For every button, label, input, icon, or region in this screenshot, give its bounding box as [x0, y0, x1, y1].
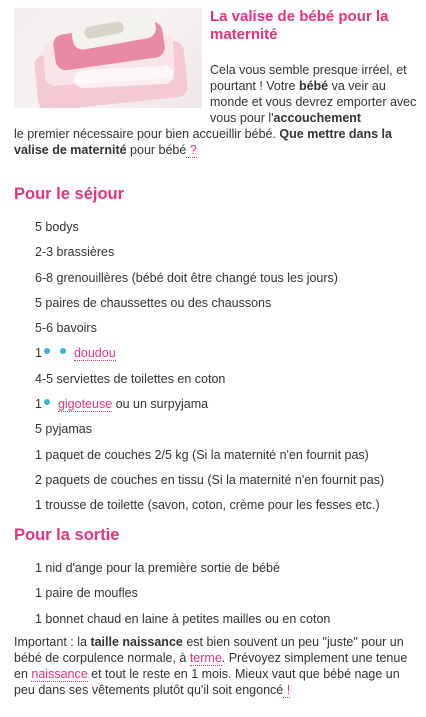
- intro-text-4: pour bébé: [126, 143, 187, 157]
- intro-paragraph-continued: [14, 126, 418, 158]
- note-text-4: et tout le reste en 1 mois. Mieux vaut que bébé nage un peu dans ses vêtements plutôt qu'il soit engoncé: [14, 667, 400, 697]
- intro-text-2: va veir au monde et vous devrez emporter avec vous pour l': [210, 79, 417, 125]
- intro-bold-question: Que mettre dans la valise de maternité: [14, 127, 392, 157]
- sejour-list: [35, 215, 420, 519]
- list-item: 1 paquet de couches 2/5 kg (Si la maternité n'en fournit pas): [35, 447, 369, 462]
- list-item: 5-6 bavoirs: [35, 321, 97, 336]
- note-text-2: est bien souvent un peu "juste" pour un bébé de corpulence normale, à: [14, 635, 404, 665]
- list-item: [35, 341, 420, 366]
- bullet-dot-icon: [44, 399, 50, 405]
- intro-shift: [210, 62, 418, 126]
- gigoteuse-link[interactable]: gigoteuse: [57, 397, 113, 412]
- note-bold-taille: taille naissance: [90, 635, 183, 649]
- note-text-3: . Prévoyez simplement une tenue en: [14, 651, 408, 681]
- article-title: La valise de bébé pour la maternité: [210, 8, 389, 43]
- list-item: 2 paquets de couches en tissu (Si la maternité n'en fournit pas): [35, 472, 385, 487]
- intro-bold-accouchement: accouchement: [273, 111, 362, 125]
- item-prefix: 1: [35, 346, 42, 361]
- intro-text-1: Cela vous semble presque irréel, et pourtant ! Votre: [210, 63, 407, 93]
- intro-bold-bebe: bébé: [298, 79, 329, 93]
- intro-paragraph: [14, 62, 418, 126]
- list-item: 4-5 serviettes de toilettes en coton: [35, 371, 226, 386]
- intro-text-3: le premier nécessaire pour bien accueillir bébé.: [14, 127, 280, 141]
- list-item: 6-8 grenouillères (bébé doit être changé tous les jours): [35, 270, 338, 285]
- bullet-dot-icon: [60, 348, 66, 354]
- list-item: 1 nid d'ange pour la première sortie de bébé: [35, 561, 280, 575]
- bullet-dot-icon: [44, 348, 50, 354]
- heading-sortie: Pour la sortie: [14, 526, 120, 544]
- naissance-link[interactable]: naissance: [31, 667, 88, 681]
- terme-link[interactable]: terme: [189, 651, 222, 665]
- list-item: 1 trousse de toilette (savon, coton, crème pour les fesses etc.): [35, 498, 380, 513]
- list-item: [35, 392, 420, 417]
- list-item: 5 paires de chaussettes ou des chaussons: [35, 295, 272, 310]
- list-item: 1 bonnet chaud en laine à petites mailles ou en coton: [35, 611, 331, 626]
- list-item: 5 pyjamas: [35, 422, 92, 437]
- list-item: 1 paire de moufles: [35, 586, 138, 601]
- item-prefix: 1: [35, 397, 42, 412]
- sortie-list: [35, 556, 420, 632]
- note-text-1: Important : la: [14, 635, 91, 649]
- list-item: 2-3 brassières: [35, 245, 115, 260]
- important-note: [14, 634, 418, 698]
- heading-sejour: Pour le séjour: [14, 185, 125, 203]
- doudou-link[interactable]: doudou: [73, 346, 116, 361]
- item-suffix: ou un surpyjama: [112, 397, 209, 412]
- intro-question-link[interactable]: ?: [186, 143, 197, 157]
- note-exclaim-link[interactable]: !: [283, 683, 291, 697]
- list-item: 5 bodys: [35, 220, 79, 234]
